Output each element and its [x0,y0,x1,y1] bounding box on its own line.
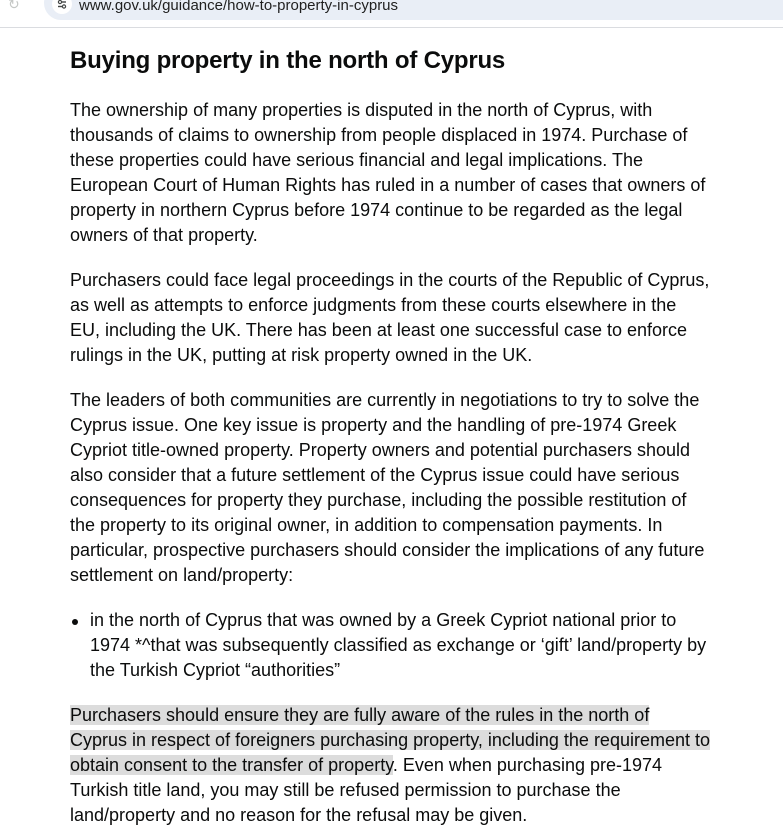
bullet-list [70,608,710,683]
article-content [70,46,710,828]
url-text[interactable]: www.gov.uk/guidance/how-to-property-in-cyprus [79,0,399,14]
paragraph-ownership: The ownership of many properties is disputed in the north of Cyprus, with thousands of claims to ownership from people displaced in 1974. Purchase of these properties could have serious financial and legal implications. The European Court of Human Rights has ruled in a number of cases that owners of property in northern Cyprus before 1974 continue to be regarded as the legal owners of that property. [70,100,706,245]
paragraph-rules [70,703,710,828]
address-bar[interactable] [44,0,783,20]
reload-icon[interactable]: ↻ [8,0,20,12]
selected-text[interactable]: Purchasers should ensure they are fully aware of the rules in the north of Cyprus in respect of foreigners purchasing property, including the requirement to obtain consent to the transfer of property [70,705,711,775]
paragraph-rules-rest: . Even when purchasing pre-1974 Turkish title land, you may still be refused permission to purchase the land/property and no reason for the refusal may be given. [70,755,663,825]
site-info-icon[interactable] [52,0,72,14]
list-item: in the north of Cyprus that was owned by a Greek Cypriot national prior to 1974 *^that was subsequently classified as exchange or ‘gift’ land/property by the Turkish Cypriot “authorities” [90,608,710,683]
paragraph-legal-proceedings: Purchasers could face legal proceedings in the courts of the Republic of Cyprus, as well as attempts to enforce judgments from these courts elsewhere in the EU, including the UK. There has been at least one successful case to enforce rulings in the UK, putting at risk property owned in the UK. [70,270,710,365]
section-heading: Buying property in the north of Cyprus [70,47,506,74]
paragraph-negotiations: The leaders of both communities are currently in negotiations to try to solve the Cyprus issue. One key issue is property and the handling of pre-1974 Greek Cypriot title-owned property. Property owners and potential purchasers should also consider that a future settlement of the Cyprus issue could have serious consequences for property they purchase, including the possible restitution of the property to its original owner, in addition to compensation payments. In particular, prospective purchasers should consider the implications of any future settlement on land/property: [70,390,705,585]
browser-toolbar [0,0,783,28]
